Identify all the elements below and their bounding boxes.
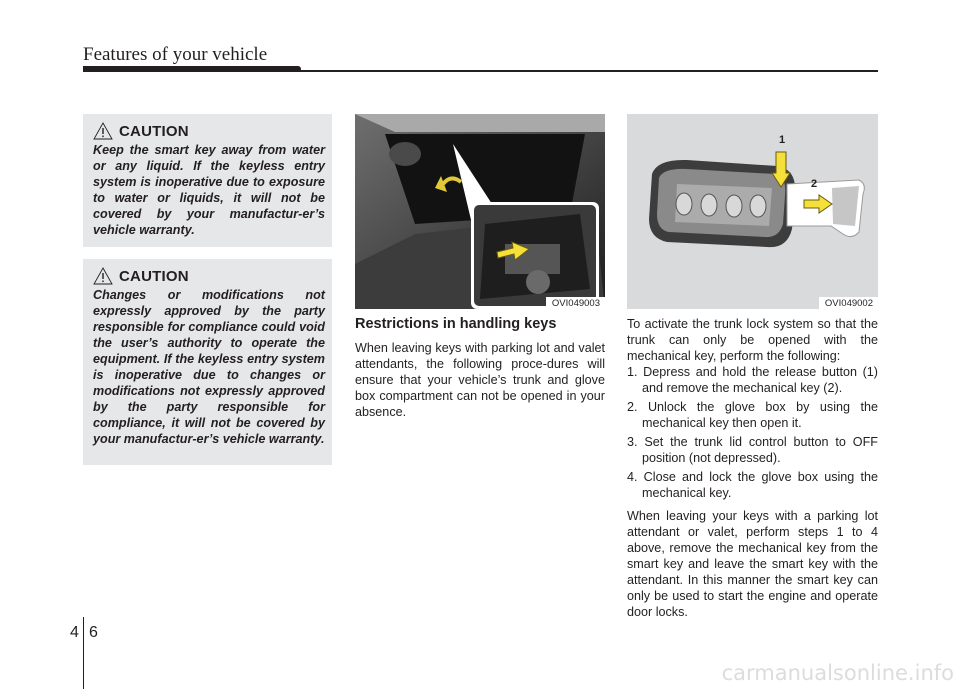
procedure-outro: When leaving your keys with a parking lot attendant or valet, perform steps 1 to 4 above, remove the mechanical key from the smart key and leave the smart key with the attendant. In this manner the smart key can only be used to start the engine and operate door locks. <box>627 509 878 619</box>
arrow-icon <box>803 194 833 214</box>
page-number: 6 <box>89 624 98 641</box>
smart-key-icon <box>627 114 878 309</box>
section-heading: Restrictions in handling keys <box>355 316 557 332</box>
header-rule <box>83 66 301 72</box>
callout-2: 2 <box>811 178 818 190</box>
procedure-steps <box>627 364 878 504</box>
list-item: 2. Unlock the glove box by using the mechanical key then open it. <box>627 400 878 430</box>
figure-label: OVI049002 <box>819 297 878 309</box>
smart-key-figure <box>627 114 878 309</box>
arrow-icon <box>771 151 791 189</box>
caution-title: CAUTION <box>119 122 189 140</box>
caution-title: CAUTION <box>119 267 189 285</box>
callout-1: 1 <box>779 134 786 146</box>
glovebox-figure <box>355 114 605 309</box>
chapter-number: 4 <box>70 624 79 641</box>
caution-box-1 <box>83 114 332 247</box>
caution-text: Keep the smart key away from water or any liquid. If the keyless entry system is inoperative due to exposure to water or liquids, it will not be covered by your manufactur-er’s vehicle warranty. <box>93 143 325 237</box>
caution-text: Changes or modifications not expressly approved by the party responsible for compliance could void the user’s authority to operate the equipment. If the keyless entry system is inoperative due to changes or modifications not expressly approved by the party responsible for compliance, it will not be covered by your manufactur-er’s vehicle warranty. <box>93 288 325 446</box>
warning-triangle-icon <box>93 122 113 140</box>
figure-label: OVI049003 <box>546 297 605 309</box>
caution-box-2 <box>83 259 332 465</box>
list-item: 3. Set the trunk lid control button to OFF position (not depressed). <box>627 435 878 465</box>
procedure-intro: To activate the trunk lock system so that the trunk can only be opened with the mechanical key, perform the following: <box>627 317 878 363</box>
section-intro: When leaving keys with parking lot and valet attendants, the following proce-dures will ensure that your vehicle’s trunk and glove box compartment can not be opened in your absence. <box>355 341 605 419</box>
glovebox-photo-icon <box>355 114 605 309</box>
header-rule-line <box>296 70 878 72</box>
watermark: carmanualsonline.info <box>721 661 954 685</box>
page-header-title: Features of your vehicle <box>83 44 268 65</box>
warning-triangle-icon <box>93 267 113 285</box>
arrow-icon <box>495 240 531 262</box>
list-item: 1. Depress and hold the release button (1) and remove the mechanical key (2). <box>627 365 878 395</box>
footer-divider <box>83 617 84 689</box>
list-item: 4. Close and lock the glove box using the mechanical key. <box>627 470 878 500</box>
